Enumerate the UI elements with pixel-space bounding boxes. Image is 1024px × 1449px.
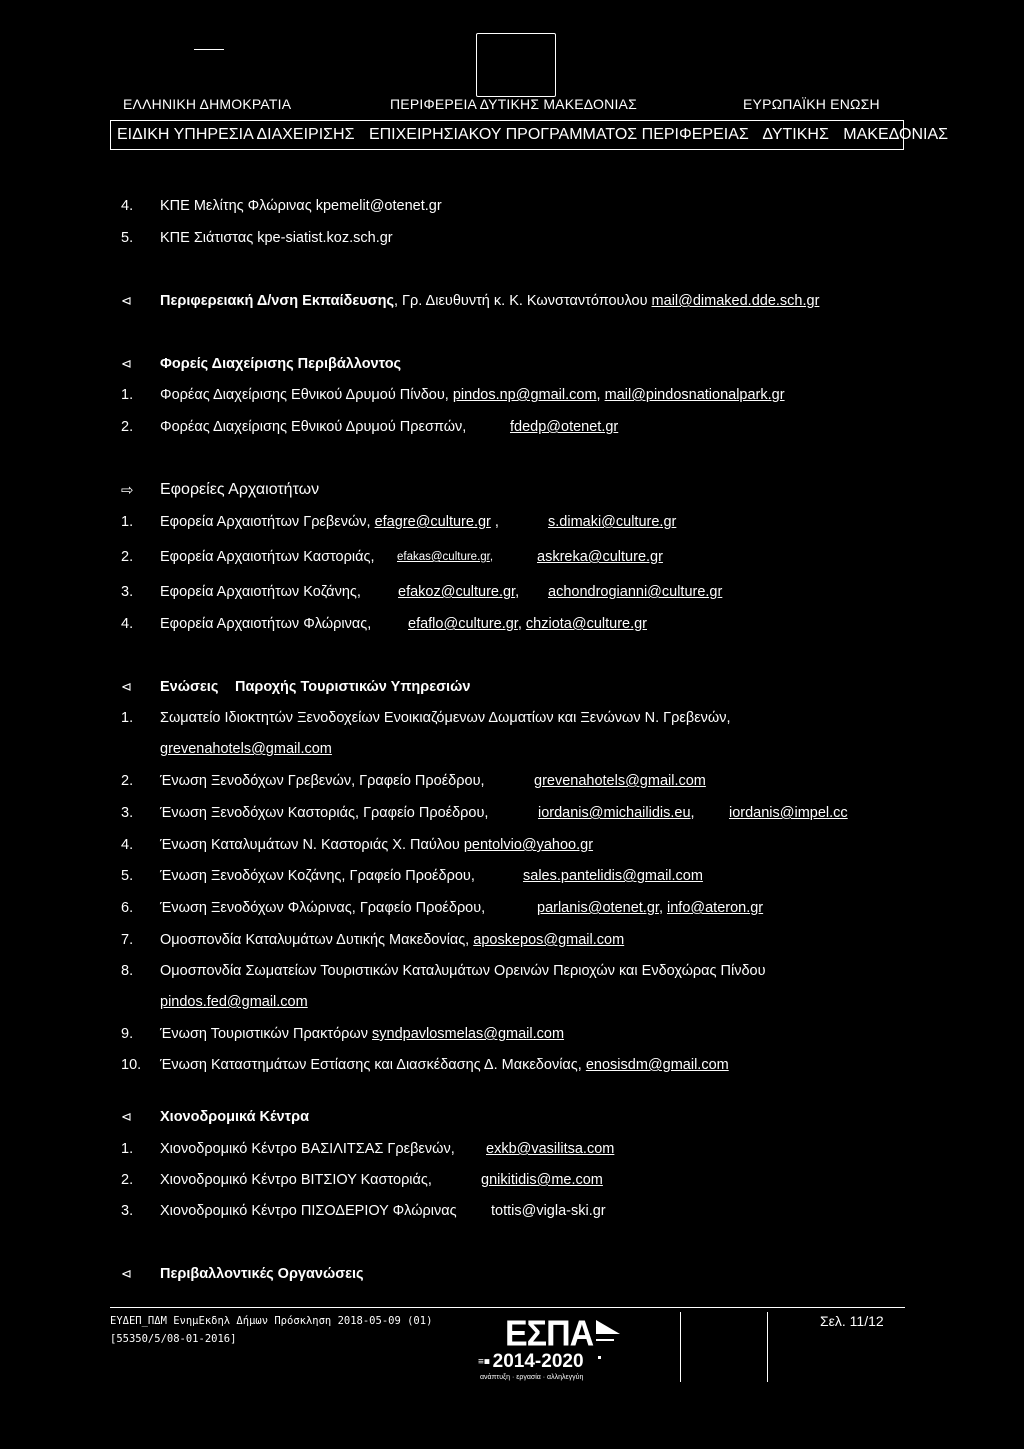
email-link[interactable]: grevenahotels@gmail.com	[160, 741, 332, 757]
pointer-icon: ⊲	[121, 679, 132, 694]
email-link[interactable]: efakas@culture.gr	[397, 551, 490, 563]
email-link[interactable]: iordanis@impel.cc	[729, 805, 848, 821]
email-link[interactable]: iordanis@michailidis.eu	[538, 805, 691, 821]
pointer-icon: ⊲	[121, 293, 132, 308]
email-link[interactable]: gnikitidis@me.com	[481, 1172, 603, 1188]
email-link[interactable]: grevenahotels@gmail.com	[534, 773, 706, 789]
footer-doc-id: ΕΥΔΕΠ_ΠΔΜ ΕνημΕκδηλ Δήμων Πρόσκληση 2018-05-09 (01)	[110, 1315, 433, 1327]
email-link[interactable]: s.dimaki@culture.gr	[548, 514, 677, 530]
email-link[interactable]: info@ateron.gr	[667, 900, 764, 916]
email-link[interactable]: askreka@culture.gr	[537, 549, 663, 565]
email-link[interactable]: efagre@culture.gr	[374, 514, 491, 530]
email-link[interactable]: pindos.fed@gmail.com	[160, 994, 308, 1010]
header-emblem-line	[194, 49, 224, 50]
footer-rule	[110, 1307, 905, 1308]
email-link[interactable]: enosisdm@gmail.com	[585, 1057, 729, 1073]
banner-part-2: ΕΠΙΧΕΙΡΗΣΙΑΚΟΥ ΠΡΟΓΡΑΜΜΑΤΟΣ ΠΕΡΙΦΕΡΕΙΑΣ	[368, 126, 749, 143]
email-link[interactable]: efaflo@culture.gr	[408, 616, 518, 632]
email-link[interactable]: pentolvio@yahoo.gr	[463, 837, 594, 853]
email-link[interactable]: parlanis@otenet.gr	[537, 900, 659, 916]
espa-flag-icon	[594, 1318, 622, 1362]
region-logo-frame	[476, 33, 556, 97]
email-link[interactable]: mail@dimaked.dde.sch.gr	[651, 293, 820, 309]
espa-slogan: ανάπτυξη · εργασία · αλληλεγγύη	[480, 1374, 584, 1381]
email-link[interactable]: achondrogianni@culture.gr	[548, 584, 723, 600]
banner-part-1: ΕΙΔΙΚΗ ΥΠΗΡΕΣΙΑ ΔΙΑΧΕΙΡΙΣΗΣ	[117, 126, 355, 143]
email-link[interactable]: pindos.np@gmail.com	[452, 387, 597, 403]
email-link[interactable]: mail@pindosnationalpark.gr	[604, 387, 785, 403]
email-link[interactable]: syndpavlosmelas@gmail.com	[372, 1026, 565, 1042]
eu-logo-frame	[680, 1312, 768, 1382]
email-link[interactable]: efakoz@culture.gr	[398, 584, 516, 600]
header-greek-republic: ΕΛΛΗΝΙΚΗ ΔΗΜΟΚΡΑΤΙΑ	[123, 96, 292, 112]
email-link[interactable]: fdedp@otenet.gr	[510, 419, 619, 435]
header-region: ΠΕΡΙΦΕΡΕΙΑ ΔΥΤΙΚΗΣ ΜΑΚΕΔΟΝΙΑΣ	[390, 96, 637, 112]
banner-part-4: ΜΑΚΕΔΟΝΙΑΣ	[843, 126, 948, 143]
footer-ref: [55350/5/08-01-2016]	[110, 1333, 237, 1345]
email-link[interactable]: sales.pantelidis@gmail.com	[523, 868, 703, 884]
email-link[interactable]: exkb@vasilitsa.com	[486, 1141, 615, 1157]
espa-years: ≡■ 2014-2020	[478, 1351, 584, 1372]
email-link[interactable]: chziota@culture.gr	[525, 616, 648, 632]
page-number: Σελ. 11/12	[820, 1313, 884, 1329]
banner-part-3: ΔΥΤΙΚΗΣ	[762, 126, 829, 143]
pointer-icon: ⊲	[121, 1109, 132, 1124]
flag-icon: ≡■	[478, 1356, 493, 1368]
header-banner	[110, 120, 948, 150]
espa-logo-text: ΕΣΠΑ	[505, 1314, 594, 1354]
email-link[interactable]: aposkepos@gmail.com	[473, 932, 625, 948]
email-text: tottis@vigla-ski.gr	[491, 1203, 606, 1219]
pointer-icon: ⊲	[121, 356, 132, 371]
header-eu: ΕΥΡΩΠΑΪΚΗ ΕΝΩΣΗ	[743, 96, 880, 112]
arrow-icon: ⇨	[121, 482, 134, 499]
pointer-icon: ⊲	[121, 1266, 132, 1281]
